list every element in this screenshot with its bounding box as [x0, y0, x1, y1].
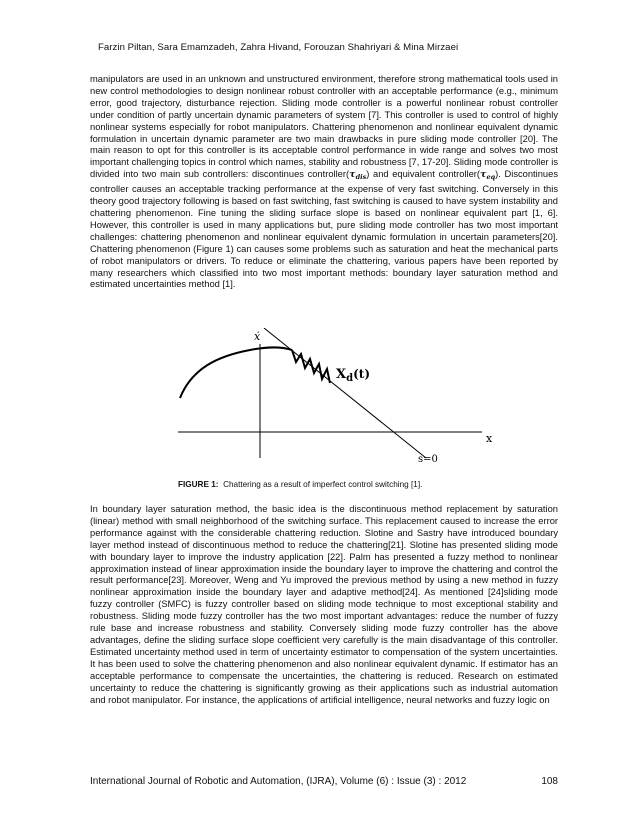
- figure-1-chattering-plot: [170, 328, 510, 468]
- eq-subscript: eq: [486, 173, 496, 182]
- paragraph-1-text-a: manipulators are used in an unknown and unstructured environment, therefore strong mathematical tools used in new control methodologies to design nonlinear robust controller with an acceptable performance (e.g., minimum error, good trajectory, disturbance rejection. Sliding mode controller is a powerful nonlinear robust controller under condition of partly uncertain dynamic parameters of system [7]. This controller is used to control of highly nonlinear systems especially for robot manipulators. Chattering phenomenon and nonlinear equivalent dynamic formulation in uncertain dynamic parameter are two main drawbacks in pure sliding mode controller [20]. The main reason to opt for this controller is its acceptable control performance in wide range and solves two most important challenging topics in control which names, stability and robustness [7, 17-20]. Sliding mode controller is divided into two main sub controllers: discontinues controller(: [90, 74, 558, 180]
- paragraph-1-text-b: ) and equivalent controller(: [366, 169, 480, 180]
- journal-citation: International Journal of Robotic and Automation, (IJRA), Volume (6) : Issue (3) : 2012: [90, 776, 467, 787]
- running-header: Farzin Piltan, Sara Emamzadeh, Zahra Hivand, Forouzan Shahriyari & Mina Mirzaei: [98, 42, 459, 53]
- tau-dis-symbol: [349, 169, 366, 180]
- tau-symbol: τ: [349, 169, 356, 181]
- paragraph-2: In boundary layer saturation method, the basic idea is the discontinuous method replacement by saturation (linear) method with small neighborhood of the switching surface. This replacement caused to increase the error performance against with the considerable chattering reduction. Slotine and Sastry have introduced boundary layer method instead of discontinuous method to reduce the chattering[21]. Slotine has presented sliding mode with boundary layer to improve the industry application [22]. Palm has presented a fuzzy method to nonlinear approximation instead of linear approximation inside the boundary layer to improve the chattering and control the result performance[23]. Moreover, Weng and Yu improved the previous method by using a new method in fuzzy nonlinear approximation inside the boundary layer and adaptive method[24]. As mentioned [24]sliding mode fuzzy controller (SMFC) is fuzzy controller based on sliding mode technique to most exceptional stability and robustness. Sliding mode fuzzy controller has the two most important advantages: reduce the number of fuzzy rule base and increase robustness and stability. Conversely sliding mode fuzzy controller has the above advantages, define the sliding surface slope coefficient very carefully is the main disadvantage of this controller. Estimated uncertainty method used in term of uncertainty estimator to compensation of the system uncertainties. It has been used to solve the chattering phenomenon and also nonlinear equivalent dynamic. If estimator has an acceptable performance to compensate the uncertainties, the chattering is reduced. Research on estimated uncertainty to reduce the chattering is significantly growing as their applications such as industrial automation and robot manipulator. For instance, the applications of artificial intelligence, neural networks and fuzzy logic on: [90, 504, 558, 705]
- x-axis-label: x: [486, 432, 493, 445]
- approach-trajectory: [180, 347, 292, 398]
- sliding-surface-label: s=0: [418, 454, 438, 465]
- trajectory-label: $X_d(t)$: [336, 367, 370, 384]
- page-number: 108: [541, 776, 558, 787]
- tau-symbol: τ: [480, 169, 487, 181]
- page-footer: [90, 776, 558, 787]
- sliding-surface-line: [264, 328, 426, 458]
- paragraph-1-text-c: ). Discontinues controller causes an acceptable tracking performance at the expense of very fast switching. Conversely in this theory good trajectory following is based on fast switching, fast switching is caused to have system instability and chattering phenomenon. Fine tuning the sliding surface slope is based on nonlinear equivalent part [1, 6]. However, this controller is used in many applications but, pure sliding mode controller has two most important challenges: chattering phenomenon and nonlinear equivalent dynamic formulation in uncertain parameters[20]. Chattering phenomenon (Figure 1) can causes some problems such as saturation and heat the mechanical parts of robot manipulators or drivers. To reduce or eliminate the chattering, various papers have been reported by many researchers which classified into two most important methods: boundary layer saturation method and estimated uncertainties method [1].: [90, 169, 558, 290]
- dis-subscript: dis: [355, 173, 367, 182]
- caption-text: Chattering as a result of imperfect control switching [1].: [223, 480, 423, 489]
- paragraph-1: [90, 74, 558, 291]
- caption-label: FIGURE 1:: [178, 480, 219, 489]
- tau-eq-symbol: [480, 169, 495, 180]
- figure-caption: [178, 480, 478, 489]
- y-axis-label: ẋ: [254, 330, 261, 343]
